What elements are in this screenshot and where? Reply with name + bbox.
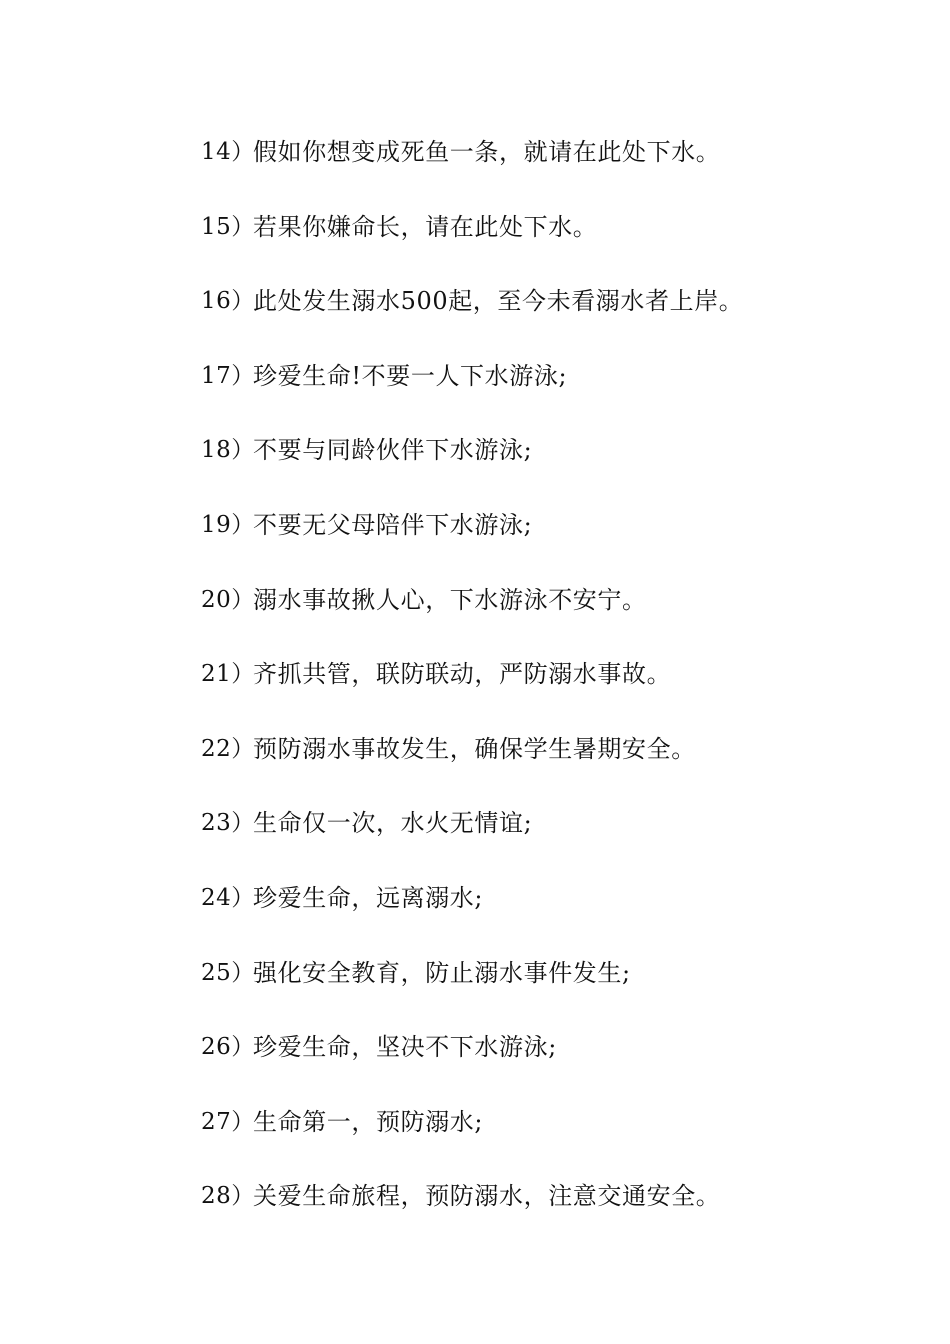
item-number: 28） (201, 1183, 255, 1210)
item-number: 17） (201, 362, 255, 389)
item-number: 16） (201, 288, 255, 315)
list-item (201, 207, 901, 282)
item-text: 齐抓共管，联防联动，严防溺水事故。 (253, 660, 672, 689)
item-text: 生命第一，预防溺水; (253, 1107, 484, 1136)
item-text: 不要与同龄伙伴下水游泳; (253, 436, 533, 465)
item-text: 溺水事故揪人心，下水游泳不安宁。 (253, 585, 647, 614)
list-item (201, 803, 901, 878)
item-text: 预防溺水事故发生，确保学生暑期安全。 (253, 734, 696, 763)
item-number: 22） (201, 735, 255, 762)
slogan-list (201, 132, 901, 1251)
list-item (201, 580, 901, 655)
item-number: 18） (201, 437, 255, 464)
item-number: 27） (201, 1108, 255, 1135)
item-text: 若果你嫌命长，请在此处下水。 (253, 212, 598, 241)
item-number: 26） (201, 1034, 255, 1061)
item-number: 20） (201, 586, 255, 613)
list-item (201, 1102, 901, 1177)
list-item (201, 281, 901, 356)
item-number: 19） (201, 511, 255, 538)
item-number: 24） (201, 884, 255, 911)
item-text: 此处发生溺水500起，至今未看溺水者上岸。 (253, 287, 744, 316)
item-number: 15） (201, 213, 255, 240)
item-text: 珍爱生命，坚决不下水游泳; (253, 1033, 557, 1062)
list-item (201, 878, 901, 953)
item-text: 生命仅一次，水火无情谊; (253, 809, 533, 838)
list-item (201, 654, 901, 729)
item-text: 关爱生命旅程，预防溺水，注意交通安全。 (253, 1182, 721, 1211)
list-item (201, 132, 901, 207)
list-item (201, 430, 901, 505)
list-item (201, 1176, 901, 1251)
list-item (201, 356, 901, 431)
item-number: 25） (201, 959, 255, 986)
item-text: 强化安全教育，防止溺水事件发生; (253, 958, 631, 987)
list-item (201, 953, 901, 1028)
list-item (201, 729, 901, 804)
list-item (201, 505, 901, 580)
item-number: 21） (201, 661, 255, 688)
item-text: 珍爱生命，远离溺水; (253, 883, 484, 912)
list-item (201, 1027, 901, 1102)
item-text: 珍爱生命!不要一人下水游泳; (253, 361, 568, 390)
item-text: 不要无父母陪伴下水游泳; (253, 510, 533, 539)
item-text: 假如你想变成死鱼一条，就请在此处下水。 (253, 138, 721, 166)
item-number: 23） (201, 810, 255, 837)
item-number: 14） (201, 139, 255, 165)
